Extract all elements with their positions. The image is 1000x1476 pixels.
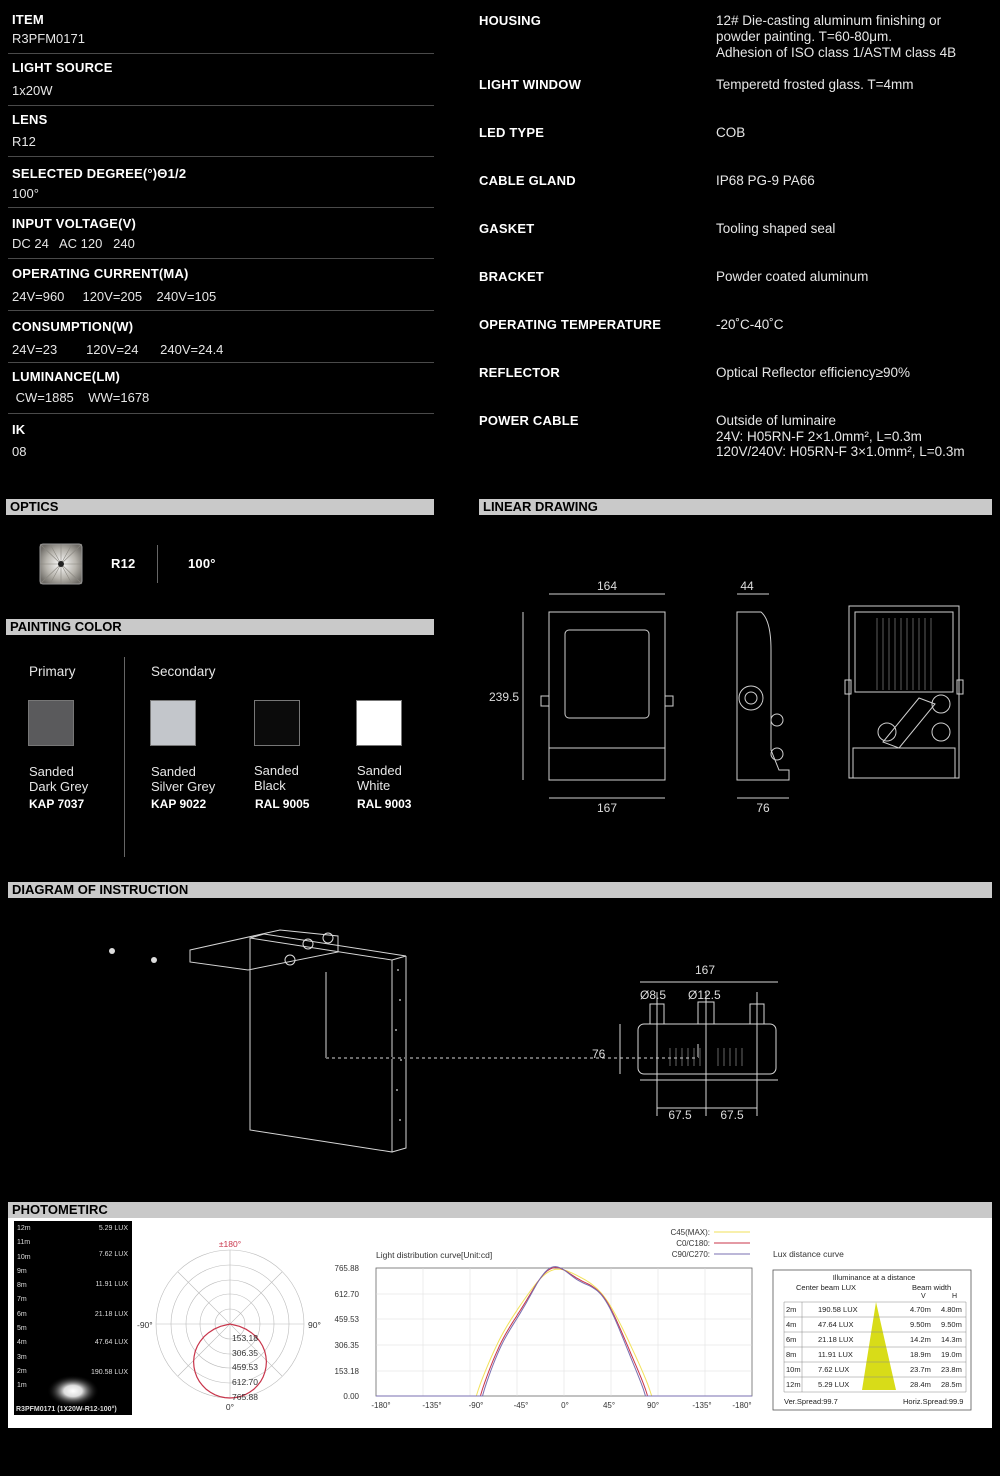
x-tick: -135° — [692, 1401, 712, 1410]
lux-header-v: V — [921, 1293, 926, 1300]
divider — [8, 53, 434, 54]
lux-row-h: 4.80m — [941, 1305, 962, 1314]
polar-ring-label: 765.88 — [232, 1392, 258, 1402]
diagram-dim-width: 167 — [694, 963, 716, 977]
spec-value-luminance: CW=1885 WW=1678 — [12, 390, 150, 405]
iso-lux: 11.91 LUX — [95, 1281, 128, 1288]
curve-title: Light distribution curve[Unit:cd] — [376, 1250, 493, 1260]
y-tick: 612.70 — [334, 1290, 359, 1299]
lux-row-d: 12m — [786, 1380, 801, 1389]
swatch-dark-grey — [28, 700, 74, 746]
lux-row-v: 23.7m — [910, 1365, 931, 1374]
polar-left-label: -90° — [137, 1320, 153, 1330]
y-tick: 765.88 — [334, 1264, 359, 1273]
lux-row-lux: 11.91 LUX — [818, 1350, 853, 1359]
diagram-dim-left: 67.5 — [668, 1108, 692, 1122]
divider — [8, 310, 434, 311]
x-tick: 90° — [646, 1401, 660, 1410]
dim-side-top: 44 — [740, 579, 754, 593]
divider — [8, 105, 434, 106]
spec-label-luminance: LUMINANCE(LM) — [12, 369, 121, 384]
x-tick: -180° — [732, 1401, 752, 1410]
polar-ring-label: 153.18 — [232, 1333, 258, 1343]
lux-row-d: 4m — [786, 1320, 797, 1329]
spec-value-cable-gland: IP68 PG-9 PA66 — [716, 173, 815, 188]
spec-label-reflector: REFLECTOR — [479, 365, 561, 380]
spec-value-bracket: Powder coated aluminum — [716, 269, 869, 284]
spec-value-operating-temperature: -20˚C-40˚C — [716, 317, 784, 332]
iso-lux: 21.18 LUX — [94, 1311, 128, 1318]
lux-row-lux: 21.18 LUX — [818, 1335, 854, 1344]
x-tick: -90° — [468, 1401, 484, 1410]
spec-label-operating-temperature: OPERATING TEMPERATURE — [479, 317, 662, 332]
installation-diagram — [8, 920, 992, 1190]
linear-drawing — [479, 570, 992, 820]
diagram-dim-right: 67.5 — [720, 1108, 744, 1122]
lux-row-lux: 5.29 LUX — [818, 1380, 850, 1389]
divider — [8, 156, 434, 157]
color-name: Sanded White — [357, 763, 402, 793]
dim-front-top: 164 — [596, 579, 618, 593]
spec-label-degree: SELECTED DEGREE(°)Θ1/2 — [12, 166, 187, 181]
polar-right-label: 90° — [308, 1320, 321, 1330]
lux-row-lux: 47.64 LUX — [818, 1320, 854, 1329]
optics-divider — [157, 545, 158, 583]
spec-label-input-voltage: INPUT VOLTAGE(V) — [12, 216, 137, 231]
spec-label-consumption: CONSUMPTION(W) — [12, 319, 134, 334]
spec-value-input-voltage: DC 24 AC 120 240 — [12, 236, 135, 251]
hor-spread: Horiz.Spread:99.9 — [903, 1397, 964, 1406]
section-bar-painting-color: PAINTING COLOR — [6, 619, 434, 635]
spec-value-light-source: 1x20W — [12, 83, 53, 98]
lux-row-v: 9.50m — [910, 1320, 931, 1329]
x-tick: 0° — [561, 1401, 569, 1410]
polar-bottom-label: 0° — [225, 1402, 235, 1412]
y-tick: 0.00 — [343, 1392, 359, 1401]
spec-label-led-type: LED TYPE — [479, 125, 545, 140]
spec-label-bracket: BRACKET — [479, 269, 544, 284]
iso-dist: 10m — [17, 1254, 31, 1261]
color-name: Sanded Dark Grey — [29, 764, 89, 794]
x-tick: -180° — [371, 1401, 391, 1410]
y-tick: 153.18 — [334, 1367, 359, 1376]
polar-ring-label: 459.53 — [232, 1362, 258, 1372]
swatch-white — [356, 700, 402, 746]
iso-dist: 5m — [17, 1325, 27, 1332]
spec-label-cable-gland: CABLE GLAND — [479, 173, 576, 188]
iso-dist: 1m — [17, 1382, 27, 1389]
lux-row-d: 2m — [786, 1305, 797, 1314]
spec-label-power-cable: POWER CABLE — [479, 413, 579, 428]
secondary-label: Secondary — [151, 664, 216, 679]
spec-value-ik: 08 — [12, 444, 27, 459]
legend-c90: C90/C270: — [671, 1250, 710, 1259]
color-code: KAP 9022 — [151, 797, 207, 811]
lux-row-lux: 190.58 LUX — [818, 1305, 858, 1314]
iso-lux-image — [14, 1221, 132, 1415]
spec-label-ik: IK — [12, 422, 26, 437]
lux-row-d: 6m — [786, 1335, 797, 1344]
color-divider — [124, 657, 125, 857]
divider — [8, 413, 434, 414]
iso-caption: R3PFM0171 (1X20W-R12-100°) — [16, 1406, 117, 1413]
x-tick: -45° — [513, 1401, 529, 1410]
iso-lux: 47.64 LUX — [94, 1339, 128, 1346]
x-tick: -135° — [422, 1401, 442, 1410]
section-bar-diagram: DIAGRAM OF INSTRUCTION — [8, 882, 992, 898]
optics-degree: 100° — [188, 556, 216, 571]
lux-distance-table — [770, 1244, 975, 1414]
lux-row-h: 23.8m — [941, 1365, 962, 1374]
diagram-dim-hole-large: Ø12.5 — [688, 988, 721, 1002]
spec-value-degree: 100° — [12, 186, 39, 201]
lux-row-h: 28.5m — [941, 1380, 962, 1389]
color-name: Sanded Silver Grey — [151, 764, 216, 794]
spec-label-gasket: GASKET — [479, 221, 535, 236]
iso-lux: 5.29 LUX — [98, 1225, 128, 1232]
section-bar-photometric: PHOTOMETIRC — [8, 1202, 992, 1218]
polar-ring-label: 306.35 — [232, 1348, 258, 1358]
lux-row-h: 9.50m — [941, 1320, 962, 1329]
light-distribution-chart — [330, 1222, 770, 1420]
lux-row-v: 28.4m — [910, 1380, 931, 1389]
y-tick: 459.53 — [334, 1315, 359, 1324]
polar-top-label: ±180° — [218, 1239, 242, 1249]
spec-label-item: ITEM — [12, 12, 44, 27]
spec-value-housing: 12# Die-casting aluminum finishing or powder painting. T=60-80μm. Adhesion of ISO class 1/ASTM class 4B — [716, 13, 957, 60]
lux-row-h: 19.0m — [941, 1350, 962, 1359]
lux-header-3: Beam width — [912, 1283, 952, 1292]
iso-dist: 7m — [17, 1296, 27, 1303]
color-code: RAL 9005 — [255, 797, 310, 811]
iso-lux: 7.62 LUX — [98, 1251, 128, 1258]
lux-header-2: Center beam LUX — [796, 1283, 857, 1292]
diagram-dim-height: 76 — [592, 1047, 606, 1061]
section-bar-linear-drawing: LINEAR DRAWING — [479, 499, 992, 515]
spec-value-item: R3PFM0171 — [12, 31, 85, 46]
iso-dist: 4m — [17, 1339, 27, 1346]
spec-value-current: 24V=960 120V=205 240V=105 — [12, 289, 217, 304]
section-bar-optics: OPTICS — [6, 499, 434, 515]
diagram-dim-hole-small: Ø8.5 — [640, 988, 667, 1002]
lux-row-d: 10m — [786, 1365, 801, 1374]
lens-icon — [38, 542, 84, 586]
lux-row-v: 14.2m — [910, 1335, 931, 1344]
swatch-silver-grey — [150, 700, 196, 746]
polar-ring-label: 612.70 — [232, 1377, 258, 1387]
iso-lux: 190.58 LUX — [91, 1369, 128, 1376]
spec-value-led-type: COB — [716, 125, 746, 140]
iso-dist: 11m — [17, 1239, 31, 1246]
swatch-black — [254, 700, 300, 746]
lux-row-h: 14.3m — [941, 1335, 962, 1344]
iso-dist: 12m — [17, 1225, 31, 1232]
spec-label-light-window: LIGHT WINDOW — [479, 77, 582, 92]
divider — [8, 207, 434, 208]
legend-c45: C45(MAX): — [670, 1228, 710, 1237]
divider — [8, 362, 434, 363]
x-tick: 45° — [602, 1401, 616, 1410]
lux-row-v: 18.9m — [910, 1350, 931, 1359]
iso-dist: 6m — [17, 1311, 27, 1318]
color-code: RAL 9003 — [357, 797, 412, 811]
ver-spread: Ver.Spread:99.7 — [784, 1397, 838, 1406]
spec-value-light-window: Temperetd frosted glass. T=4mm — [716, 77, 914, 92]
dim-front-height: 239.5 — [489, 690, 520, 704]
iso-dist: 8m — [17, 1282, 27, 1289]
primary-label: Primary — [29, 664, 76, 679]
spec-value-lens: R12 — [12, 134, 36, 149]
iso-dist: 9m — [17, 1268, 27, 1275]
spec-label-light-source: LIGHT SOURCE — [12, 60, 113, 75]
spec-value-gasket: Tooling shaped seal — [716, 221, 836, 236]
dim-front-bottom: 167 — [596, 801, 618, 815]
dim-side-bottom: 76 — [756, 801, 770, 815]
iso-dist: 3m — [17, 1354, 27, 1361]
spec-value-consumption: 24V=23 120V=24 240V=24.4 — [12, 342, 224, 357]
optics-lens-name: R12 — [111, 556, 136, 571]
lux-row-lux: 7.62 LUX — [818, 1365, 850, 1374]
lux-header-h: H — [952, 1293, 958, 1300]
spec-label-housing: HOUSING — [479, 13, 542, 28]
spec-value-reflector: Optical Reflector efficiency≥90% — [716, 365, 910, 380]
legend-c0: C0/C180: — [676, 1239, 710, 1248]
iso-dist: 2m — [17, 1368, 27, 1375]
polar-diagram — [137, 1236, 330, 1416]
spec-label-current: OPERATING CURRENT(MA) — [12, 266, 189, 281]
lux-row-d: 8m — [786, 1350, 797, 1359]
lux-row-v: 4.70m — [910, 1305, 931, 1314]
color-name: Sanded Black — [254, 763, 299, 793]
lux-title: Lux distance curve — [773, 1249, 844, 1259]
lux-header-1: Illuminance at a distance — [832, 1273, 916, 1282]
spec-label-lens: LENS — [12, 112, 48, 127]
y-tick: 306.35 — [334, 1341, 359, 1350]
spec-value-power-cable: Outside of luminaire 24V: H05RN-F 2×1.0mm², L=0.3m 120V/240V: H05RN-F 3×1.0mm², L=0.3m — [716, 413, 965, 459]
color-code: KAP 7037 — [29, 797, 85, 811]
divider — [8, 258, 434, 259]
